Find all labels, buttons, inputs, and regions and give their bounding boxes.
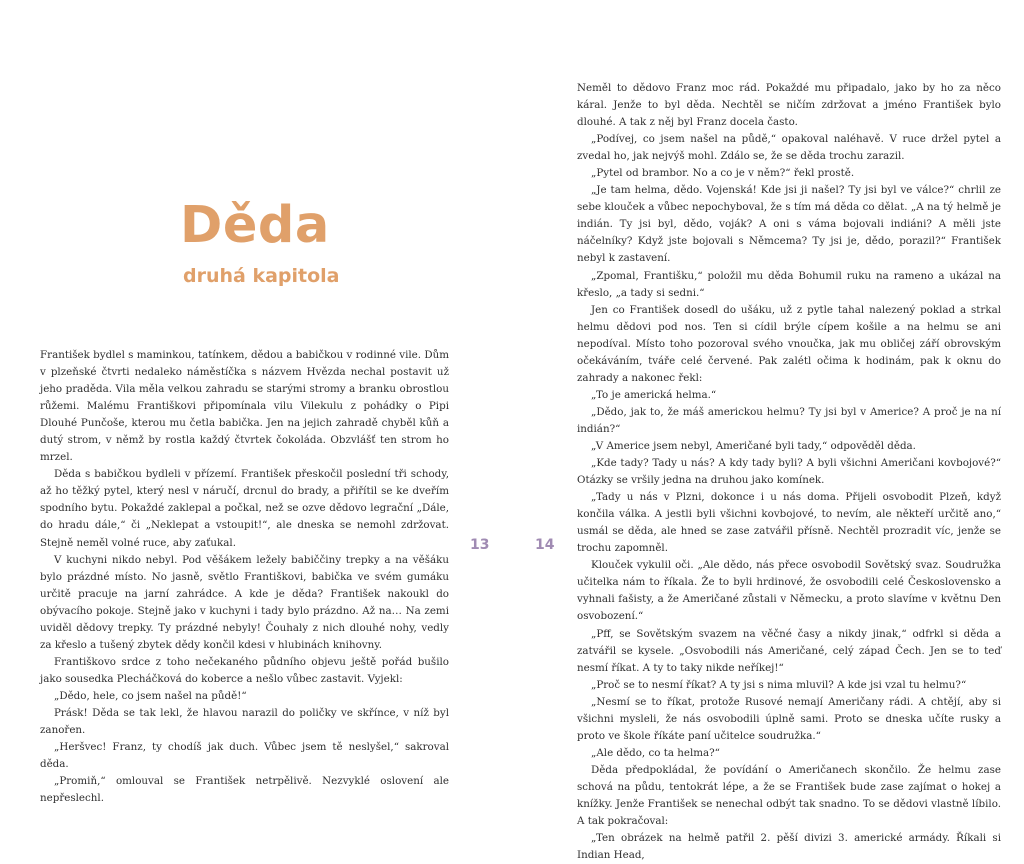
page-number-left: 13 [470, 537, 490, 553]
paragraph: „Promiň,“ omlouval se František netrpělivě. Nezvyklé oslovení ale nepřeslechl. [40, 775, 449, 805]
right-page [512, 0, 1024, 862]
paragraph: „Ale dědo, co ta helma?“ [591, 746, 720, 759]
paragraph: „Pff, se Sovětským svazem na věčné časy a nikdy jinak,“ odfrkl si děda a zatvářil se kysele. „Osvobodili nás Američané, celý západ Čech. Jen se to teď nesmí říkat. A ty to taky nikde neříkej!“ [577, 627, 1001, 674]
paragraph: V kuchyni nikdo nebyl. Pod věšákem ležely babiččiny trepky a na věšáku bylo prázdné místo. No jasně, světlo Františkovi, babička ve svém gumáku určitě pracuje na jarní zahrádce. A kde je děda? František nakoukl do obývacího pokoje. Stejně jako v kuchyni i tady bylo prázdno. Až na… Na zemi uviděl dědovy trepky. Ty prázdné nebyly! Čouhaly z nich dlouhé nohy, vedly za křeslo a tušený zbytek dědy končil kdesi v hlubinách knihovny. [40, 553, 449, 651]
left-page-body [40, 347, 449, 807]
paragraph: „Tady u nás v Plzni, dokonce i u nás doma. Přijeli osvobodit Plzeň, když končila válka. A jestli byli všichni kovbojové, to nevím, ale někteří určitě ano,“ usmál se děda, ale hned se zase zatvářil přísně. Nechtěl prozradit víc, jenže se trochu zapomněl. [577, 491, 1001, 555]
right-page-body [577, 80, 1001, 864]
paragraph: „Kde tady? Tady u nás? A kdy tady byli? A byli všichni Američani kovbojové?“ Otázky se vršily jedna na druhou jako komínek. [577, 457, 1001, 487]
paragraph: Děda předpokládal, že povídání o Američanech skončilo. Že helmu zase schová na půdu, tentokrát lépe, a že se František bude zase zajímat o hokej a knížky. Jenže František se nenechal odbýt tak snadno. To se dědovi vlastně líbilo. A tak pokračoval: [577, 763, 1001, 828]
chapter-subtitle: druhá kapitola [183, 265, 340, 287]
paragraph: Františkovo srdce z toho nečekaného půdního objevu ještě pořád bušilo jako sousedka Plecháčková do koberce a nešlo vůbec zastavit. Vyjekl: [40, 655, 449, 685]
paragraph: „Dědo, hele, co jsem našel na půdě!“ [54, 689, 247, 702]
paragraph: Jen co František dosedl do ušáku, už z pytle tahal nalezený poklad a strkal helmu dědovi pod nos. Ten si cídil brýle cípem košile a na helmu se ani nepodíval. Místo toho pozoroval svého vnoučka, jak mu obličej září obrovským očekáváním, tváře celé červené. Pak zalétl očima k hodinám, pak k oknu do zahrady a nakonec řekl: [577, 303, 1001, 384]
left-page [0, 0, 512, 805]
paragraph: „V Americe jsem nebyl, Američané byli tady,“ odpověděl děda. [591, 439, 916, 452]
page-number-right: 14 [535, 537, 555, 553]
paragraph: „Nesmí se to říkat, protože Rusové nemají Američany rádi. A chtějí, aby si všichni mysleli, že nás osvobodili úplně sami. Proto se dneska učíte rusky a proto ve škole říkáte paní učitelce soudružka.“ [577, 695, 1001, 742]
paragraph: Prásk! Děda se tak lekl, že hlavou narazil do poličky ve skřínce, v níž byl zanořen. [40, 706, 449, 737]
paragraph: „To je americká helma.“ [591, 388, 717, 401]
paragraph: „Dědo, jak to, že máš americkou helmu? Ty jsi byl v Americe? A proč je na ní indián?“ [577, 405, 1001, 435]
paragraph: Děda s babičkou bydleli v přízemí. František přeskočil poslední tři schody, až ho těžký pytel, který nesl v náručí, drcnul do brady, a přiřítil se ke dveřím spodního bytu. Pokaždé zaklepal a počkal, než se ozve dědovo legrační „Dále, do hradu dále,“ či „Neklepat a vstoupit!“, ale dneska se nemohl zdržovat. Stejně neměl volné ruce, aby zaťukal. [40, 468, 449, 549]
paragraph: „Je tam helma, dědo. Vojenská! Kde jsi ji našel? Ty jsi byl ve válce?“ chrlil ze sebe klouček a vůbec nepochyboval, že s tím má děda co dělat. „A na tý helmě je indián. Ty jsi byl, dědo, voják? A oni s váma bojovali indiáni? A měli jste náčelníky? Když jste bojovali s Němcema? Ty jsi je, dědo, porazil?“ František nebyl k zastavení. [577, 184, 1001, 265]
paragraph: „Zpomal, Františku,“ položil mu děda Bohumil ruku na rameno a ukázal na křeslo, „a tady si sedni.“ [577, 269, 1001, 299]
paragraph: Neměl to dědovo Franz moc rád. Pokaždé mu připadalo, jako by ho za něco káral. Jenže to byl děda. Nechtěl se ničím zdržovat a jméno František bylo dlouhé. A tak z něj byl Franz docela často. [577, 82, 1001, 129]
chapter-title: Děda [180, 196, 330, 255]
paragraph: Klouček vykulil oči. „Ale dědo, nás přece osvobodil Sovětský svaz. Soudružka učitelka nám to říkala. Že to byli hrdinové, že osvobodili celé Československo a vyhnali fašisty, a že Američané zůstali v Německu, a proto slavíme v květnu Den osvobození.“ [577, 559, 1001, 623]
paragraph: František bydlel s maminkou, tatínkem, dědou a babičkou v rodinné vile. Dům v plzeňské čtvrti nedaleko náměstíčka s názvem Hvězda nechal postavit už jeho praděda. Vila měla velkou zahradu se starými stromy a branku obrostlou růžemi. Malému Františkovi připomínala vilu Vilekulu z pohádky o Pipi Dlouhé Punčoše, kterou mu četla babička. Jen na jejich zahradě chyběl kůň a dutý strom, v němž by rostla každý čtvrtek čokoláda. Obzvlášť ten strom ho mrzel. [40, 349, 449, 464]
paragraph: „Pytel od brambor. No a co je v něm?“ řekl prostě. [591, 167, 855, 180]
paragraph: „Podívej, co jsem našel na půdě,“ opakoval naléhavě. V ruce držel pytel a zvedal ho, jak nejvýš mohl. Zdálo se, že se děda trochu zarazil. [577, 133, 1001, 163]
paragraph: „Ten obrázek na helmě patřil 2. pěší divizi 3. americké armády. Říkali si Indian Head, [577, 832, 1001, 862]
paragraph: „Heršvec! Franz, ty chodíš jak duch. Vůbec jsem tě neslyšel,“ sakroval děda. [40, 741, 449, 771]
paragraph: „Proč se to nesmí říkat? A ty jsi s nima mluvil? A kde jsi vzal tu helmu?“ [591, 678, 967, 691]
